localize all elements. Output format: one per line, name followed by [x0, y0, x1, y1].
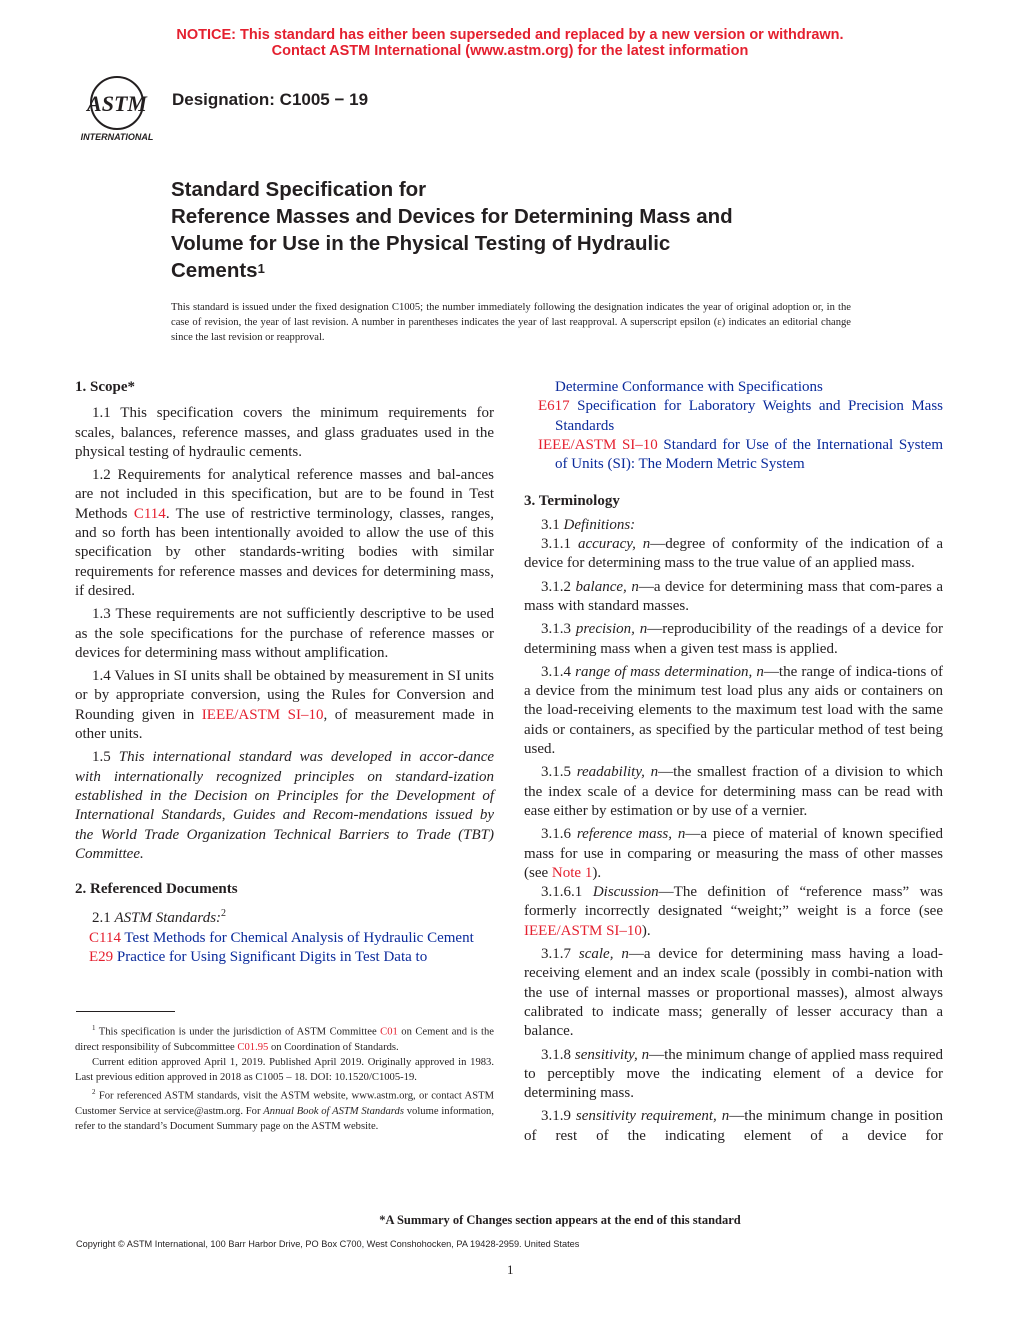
def-num: 3.1.5 — [541, 764, 577, 781]
def-term: sensitivity, n — [574, 1046, 650, 1063]
def-num: 3.1.7 — [541, 946, 579, 963]
svg-text:INTERNATIONAL: INTERNATIONAL — [80, 132, 154, 142]
scope-1-2-text: 1.2 Requirements for analytical reference masses and bal-ances are not included in this specification, but are to be found in Test Methods — [75, 467, 494, 522]
astm-standards-text: ASTM Standards: — [114, 910, 222, 927]
def-term: Discussion — [592, 884, 659, 901]
title-line-1: Standard Specification for — [171, 178, 427, 201]
def-text: —the smallest fraction of a division to which the index scale of a device for determining mass can be read with ease either by estimation or by use of a vernier. — [524, 764, 944, 819]
def-3-1-5 — [524, 763, 943, 821]
scope-1-2 — [75, 466, 494, 601]
designation: Designation: C1005 − 19 — [172, 90, 369, 109]
scope-1-5-num: 1.5 — [92, 749, 119, 766]
ref-c114 — [75, 929, 494, 948]
copyright: Copyright © ASTM International, 100 Barr Harbor Drive, PO Box C700, West Conshohocken, PA 19428-2959. United States — [76, 1239, 580, 1249]
scope-1-2-text-b: . The use of restrictive terminology, classes, ranges, and so forth has been intentionally avoided to allow the use of this specification by other standards-writing bodies with similar requirements for reference masses and devices for determining mass, if desired. — [75, 505, 494, 599]
scope-1-1: 1.1 This specification covers the minimum requirements for scales, balances, reference masses, and glass graduates used in the physical testing of hydraulic cements. — [75, 405, 494, 460]
footnote-2-text-a: For referenced ASTM standards, visit the ASTM website, www.astm.org, or contact ASTM Customer Service at service@astm.org. For — [75, 1090, 494, 1117]
scope-heading: 1. Scope* — [75, 379, 135, 395]
ref-e617 — [524, 397, 943, 436]
right-column — [524, 378, 943, 1150]
definitions-num: 3.1 — [541, 516, 564, 533]
footnote-1-marker: 1 — [92, 1024, 96, 1032]
link-c01[interactable]: C01 — [380, 1026, 398, 1038]
footnote-1-text-b: on Cement and is the direct responsibility of Subcommittee — [75, 1026, 495, 1053]
title-line-4 — [171, 257, 871, 284]
link-c114[interactable]: C114 — [133, 505, 166, 522]
notice-line-1: NOTICE: This standard has either been superseded and replaced by a new version or withdrawn. — [176, 27, 844, 43]
def-term: accuracy, n — [577, 536, 651, 553]
def-text-end: ). — [641, 922, 651, 939]
footnote-1 — [75, 1021, 494, 1055]
def-3-1-2 — [524, 578, 943, 617]
link-ieee-si10-2[interactable]: IEEE/ASTM SI–10 — [524, 922, 642, 939]
link-ieee-si10[interactable]: IEEE/ASTM SI–10 — [201, 706, 324, 723]
def-text-end: ). — [592, 864, 602, 881]
def-3-1-4 — [524, 663, 943, 759]
left-column — [75, 378, 494, 967]
def-num: 3.1.6 — [541, 826, 577, 843]
def-term: range of mass determination, n — [575, 663, 764, 680]
footnote-2-marker: 2 — [92, 1087, 96, 1096]
footnotes — [75, 1021, 494, 1134]
def-term: precision, n — [575, 621, 648, 638]
def-num: 3.1.8 — [541, 1046, 575, 1063]
ref-title-c114[interactable]: Test Methods for Chemical Analysis of Hydraulic Cement — [120, 929, 474, 946]
def-3-1-9 — [524, 1107, 943, 1146]
def-text: —reproducibility of the readings of a device for determining mass when a given test mass is applied. — [524, 621, 944, 657]
def-text: —the minimum change in position of rest of the indicating element of a device for — [524, 1108, 944, 1144]
footnote-separator — [76, 1011, 175, 1012]
summary-of-changes-note: *A Summary of Changes section appears at the end of this standard — [379, 1213, 741, 1227]
scope-1-4-text-b: , of measurement made in other units. — [75, 706, 494, 743]
title-line-3: Volume for Use in the Physical Testing of Hydraulic — [171, 232, 671, 255]
astm-standards-num: 2.1 — [92, 910, 115, 927]
issued-note: This standard is issued under the fixed designation C1005; the number immediately following the designation indicates the year of original adoption or, in the case of revision, the year of last revision. A number in parentheses indicates the year of last reapproval. A superscript epsilon (ε) indicates an editorial change since the last revision or reapproval. — [171, 302, 851, 343]
def-text: —degree of conformity of the indication of a device for determining mass to the true value of an applied mass. — [524, 536, 944, 572]
def-term: reference mass, n — [576, 826, 686, 843]
def-3-1-6-1 — [524, 883, 943, 941]
def-term: sensitivity requirement, n — [575, 1108, 730, 1125]
footnote-1-text-c: on Coordination of Standards. — [268, 1041, 399, 1053]
astm-logo-icon — [74, 74, 160, 144]
def-term: readability, n — [576, 764, 659, 781]
def-num: 3.1.9 — [541, 1108, 576, 1125]
def-text: —the range of indica-tions of a device from the minimum test load plus any aids or containers on the load-receiving elements to the maximum test load with the same aids or containers, as specified by the particular method of test being used. — [524, 663, 944, 758]
ref-code-e617[interactable]: E617 — [538, 398, 570, 415]
scope-1-5 — [75, 748, 494, 864]
ref-code-e29[interactable]: E29 — [89, 949, 114, 966]
footnote-2 — [75, 1085, 494, 1134]
def-3-1-1 — [524, 535, 943, 574]
title-line-2: Reference Masses and Devices for Determining Mass and — [171, 205, 733, 228]
footnote-1-approval: Current edition approved April 1, 2019. Published April 2019. Originally approved in 1983. Last previous edition approved in 2018 as C1005 – 18. DOI: 10.1520/C1005-19. — [75, 1056, 494, 1083]
document-title — [171, 176, 871, 284]
ref-title-e29-part2[interactable]: Determine Conformance with Specifications — [555, 379, 823, 395]
def-text: —a device for determining mass that com-pares a mass with standard masses. — [524, 578, 944, 614]
ref-ieee-si10 — [524, 436, 943, 475]
link-note-1[interactable]: Note 1 — [551, 864, 593, 881]
footnote-2-italic: Annual Book of ASTM Standards — [263, 1105, 404, 1117]
def-3-1-8 — [524, 1046, 943, 1104]
notice-banner — [0, 27, 1020, 59]
ref-e29 — [75, 948, 494, 967]
ref-code-c114[interactable]: C114 — [89, 929, 121, 946]
title-footnote-ref[interactable]: 1 — [257, 261, 265, 276]
def-text: —The definition of “reference mass” was formerly incorrectly designated “weight;” weight is a force (see — [524, 884, 943, 920]
ref-title-e617[interactable]: Specification for Laboratory Weights and Precision Mass Standards — [555, 398, 943, 434]
def-num: 3.1.3 — [541, 621, 576, 638]
definitions-label — [524, 516, 943, 535]
footnote-2-ref[interactable]: 2 — [221, 908, 227, 920]
definitions-text: Definitions: — [563, 516, 636, 533]
scope-1-5-text: This international standard was developed in accor-dance with internationally recognized principles on standard-ization established in the Decision on Principles for the Development of International Standards, Guides and Recom-mendations issued by the World Trade Organization Technical Barriers to Trade (TBT) Committee. — [75, 749, 495, 862]
def-3-1-7 — [524, 945, 943, 1041]
astm-standards-label — [75, 904, 494, 928]
ref-title-e29-part1[interactable]: Practice for Using Significant Digits in Test Data to — [113, 949, 428, 966]
def-num: 3.1.1 — [541, 536, 578, 553]
footnote-2-text-b: volume information, refer to the standard’s Document Summary page on the ASTM website. — [75, 1105, 494, 1132]
footnote-1-text-a: This specification is under the jurisdiction of ASTM Committee — [95, 1026, 381, 1038]
def-term: scale, n — [578, 946, 629, 963]
def-term: balance, n — [575, 578, 639, 595]
terminology-heading: 3. Terminology — [524, 493, 620, 510]
link-c01-95[interactable]: C01.95 — [237, 1041, 269, 1053]
def-num: 3.1.6.1 — [541, 884, 593, 901]
title-line-4-text: Cements — [171, 259, 258, 282]
notice-line-2: Contact ASTM International (www.astm.org) for the latest information — [271, 43, 749, 59]
def-3-1-3 — [524, 620, 943, 659]
def-3-1-6 — [524, 825, 943, 883]
ref-e29-continued — [524, 378, 943, 397]
scope-1-3: 1.3 These requirements are not sufficiently descriptive to be used as the sole specifications for the purchase of reference masses or devices for determining mass without amplification. — [75, 606, 494, 661]
referenced-heading: 2. Referenced Documents — [75, 881, 238, 898]
ref-code-ieee-si10[interactable]: IEEE/ASTM SI–10 — [538, 436, 658, 453]
scope-1-4-text: 1.4 Values in SI units shall be obtained by measurement in SI units or by appropriate conversion, using the Rules for Conversion and Rounding given in — [75, 668, 494, 723]
def-text: —a device for determining mass having a load-receiving element and an index scale (possibly in combi-nation with the use of internal masses or proportional masses), almost always calibrated to indicate mass; generally of lesser accuracy than a balance. — [524, 946, 944, 1040]
ref-title-ieee-si10[interactable]: Standard for Use of the International System of Units (SI): The Modern Metric System — [555, 436, 943, 473]
def-text: —a piece of material of known specified mass for use in comparing or measuring the mass of other masses (see — [524, 826, 943, 881]
scope-1-4 — [75, 667, 494, 744]
def-num: 3.1.2 — [541, 578, 576, 595]
def-text: —the minimum change of applied mass required to perceptibly move the indicating element of a device for determining mass. — [524, 1046, 943, 1102]
svg-text:ASTM: ASTM — [87, 91, 147, 116]
def-num: 3.1.4 — [541, 663, 576, 680]
page-number: 1 — [507, 1262, 514, 1277]
